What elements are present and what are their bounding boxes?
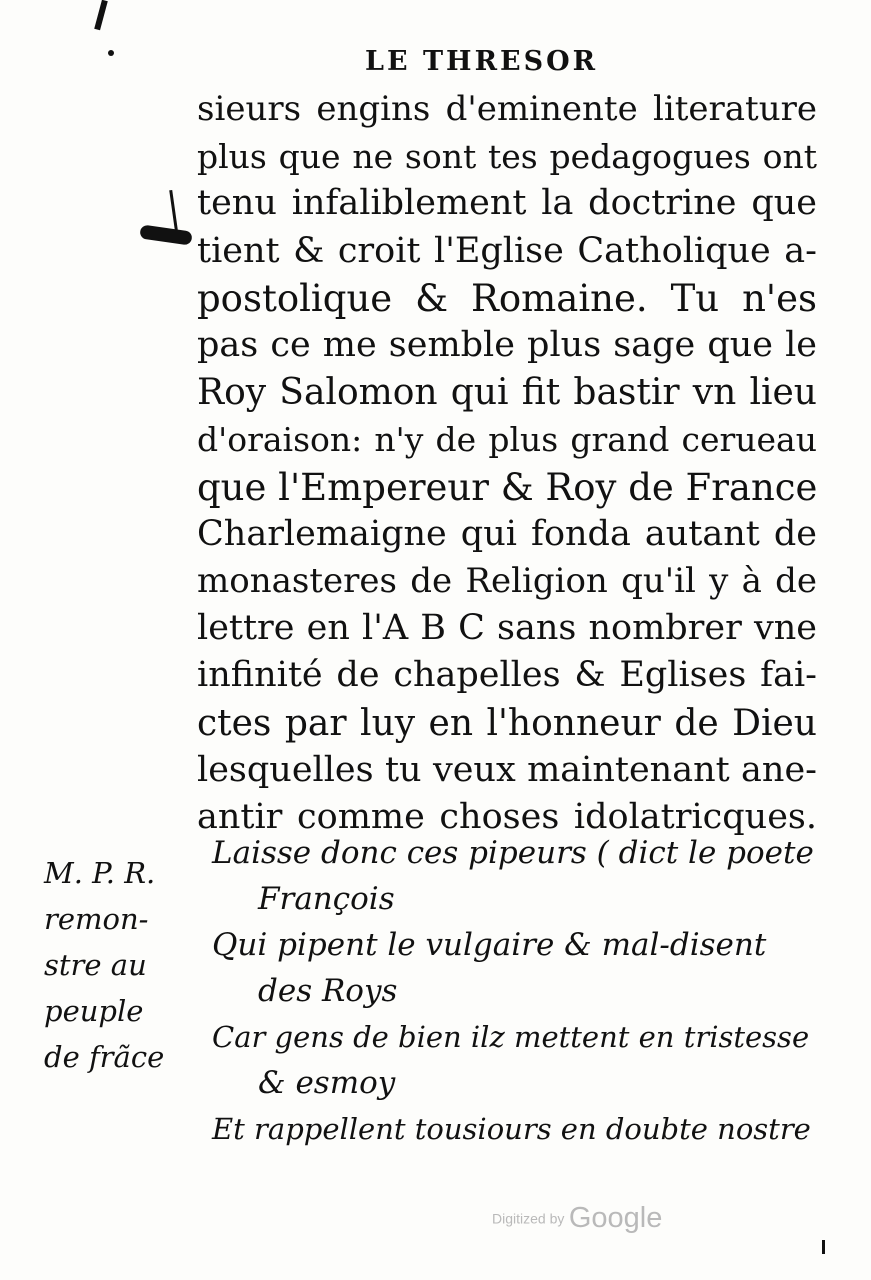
verse-line: François	[258, 881, 395, 917]
verse-line: Qui pipent le vulgaire & mal-disent	[212, 927, 767, 963]
margin-note-line: de frãce	[44, 1040, 165, 1074]
pointing-hand-mark	[139, 224, 192, 245]
text-line: postolique & Romaine. Tu n'es	[197, 276, 817, 320]
text-line: d'oraison: n'y de plus grand cerueau	[197, 420, 817, 460]
verse-block	[212, 830, 822, 1152]
margin-note-line: peuple	[44, 994, 144, 1028]
main-text-block	[197, 86, 817, 841]
text-line: tient & croit l'Eglise Catholique a-	[197, 230, 817, 271]
text-line: lettre en l'A B C sans nombrer vne	[197, 608, 817, 649]
ink-mark-bottom	[822, 1240, 825, 1254]
text-line: antir comme choses idolatricques.	[197, 797, 817, 838]
margin-note-line: M. P. R.	[44, 856, 156, 890]
text-line: Roy Salomon qui fit bastir vn lieu	[197, 372, 817, 414]
text-line: plus que ne sont tes pedagogues ont	[197, 137, 817, 177]
ink-mark-top	[94, 0, 108, 30]
text-line: infinité de chapelles & Eglises fai-	[197, 655, 817, 696]
margin-note-line: stre au	[44, 948, 147, 982]
ink-dot	[108, 50, 114, 56]
watermark-prefix: Digitized by	[492, 1210, 565, 1227]
verse-line: Et rappellent tousiours en doubte nostre	[212, 1112, 811, 1146]
text-line: monasteres de Religion qu'il y à de	[197, 561, 817, 602]
margin-note	[44, 850, 184, 1080]
text-line: ctes par luy en l'honneur de Dieu	[197, 702, 817, 744]
verse-line: des Roys	[258, 973, 398, 1009]
text-line: Charlemaigne qui fonda autant de	[197, 513, 817, 554]
margin-note-line: remon-	[44, 902, 149, 936]
verse-line: Laisse donc ces pipeurs ( dict le poete	[212, 835, 814, 871]
text-line: pas ce me semble plus sage que le	[197, 325, 817, 366]
text-line: lesquelles tu veux maintenant ane-	[197, 749, 817, 790]
digitized-watermark	[492, 1202, 662, 1235]
verse-line: & esmoy	[258, 1065, 396, 1101]
text-line: sieurs engins d'eminente literature	[197, 89, 817, 129]
text-line: que l'Empereur & Roy de France	[197, 465, 818, 509]
verse-line: Car gens de bien ilz mettent en tristesse	[212, 1020, 810, 1054]
watermark-brand: Google	[568, 1202, 663, 1234]
text-line: tenu infaliblement la doctrine que	[197, 183, 817, 224]
running-head: LE THRESOR	[365, 46, 599, 77]
ink-stroke-margin	[169, 190, 178, 230]
